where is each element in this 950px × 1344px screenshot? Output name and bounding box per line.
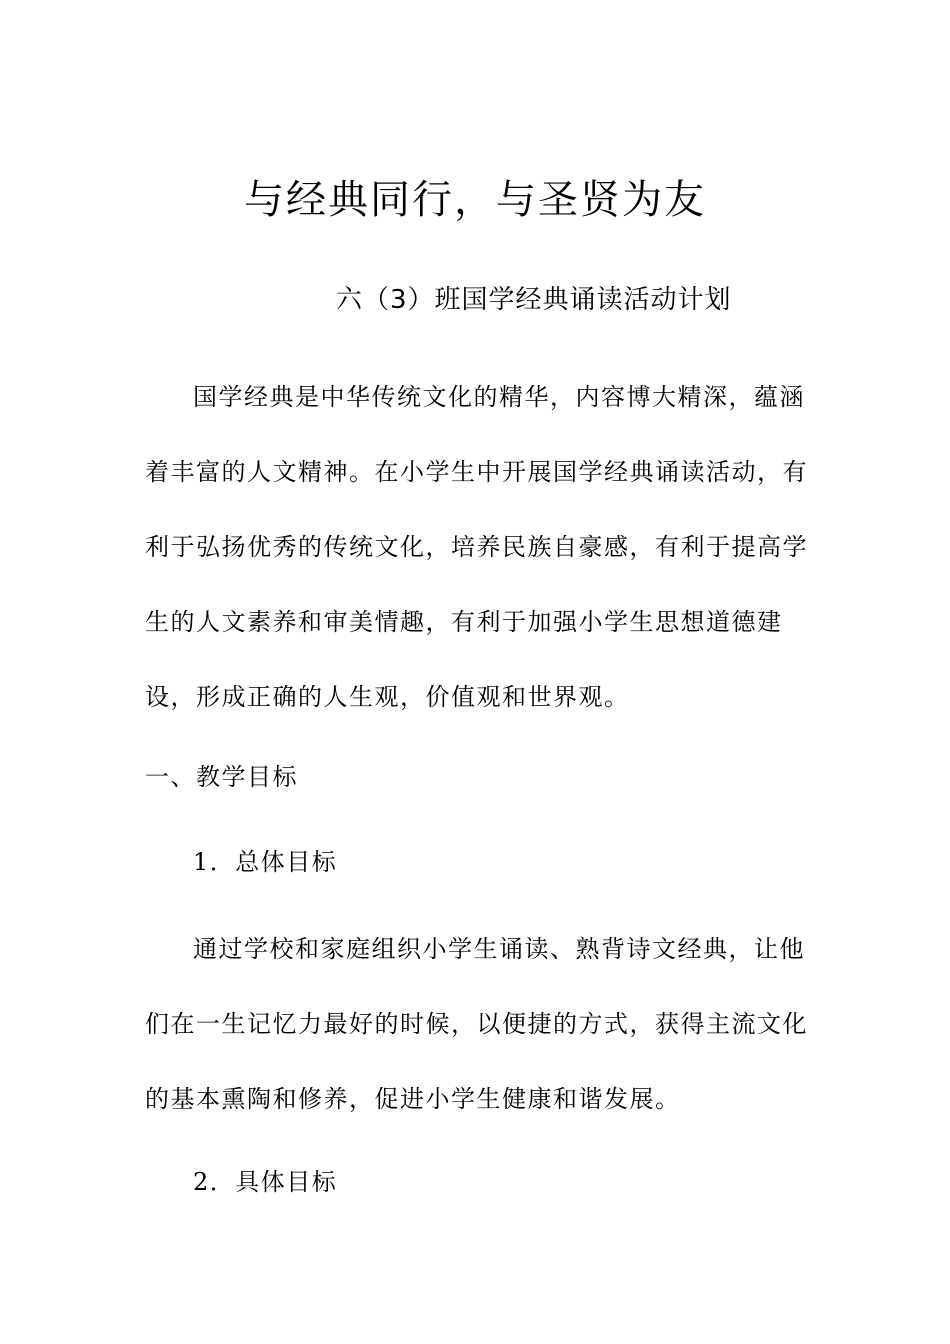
document-title: 与经典同行，与圣贤为友 <box>244 177 706 223</box>
overall-goal-paragraph: 通过学校和家庭组织小学生诵读、熟背诗文经典，让他们在一生记忆力最好的时候，以便捷的方式，获得主流文化的基本熏陶和修养，促进小学生健康和谐发展。 <box>145 935 808 1113</box>
subsection-heading-overall-goal: 1．总体目标 <box>193 848 338 876</box>
intro-paragraph: 国学经典是中华传统文化的精华，内容博大精深，蕴涵着丰富的人文精神。在小学生中开展国学经典诵读活动，有利于弘扬优秀的传统文化，培养民族自豪感，有利于提高学生的人文素养和审美情趣，有利于加强小学生思想道德建设，形成正确的人生观，价值观和世界观。 <box>145 383 808 711</box>
section-heading-teaching-goals: 一、教学目标 <box>145 763 298 791</box>
document-subtitle: 六（3）班国学经典诵读活动计划 <box>336 285 732 315</box>
subsection-heading-specific-goal: 2．具体目标 <box>193 1168 338 1196</box>
